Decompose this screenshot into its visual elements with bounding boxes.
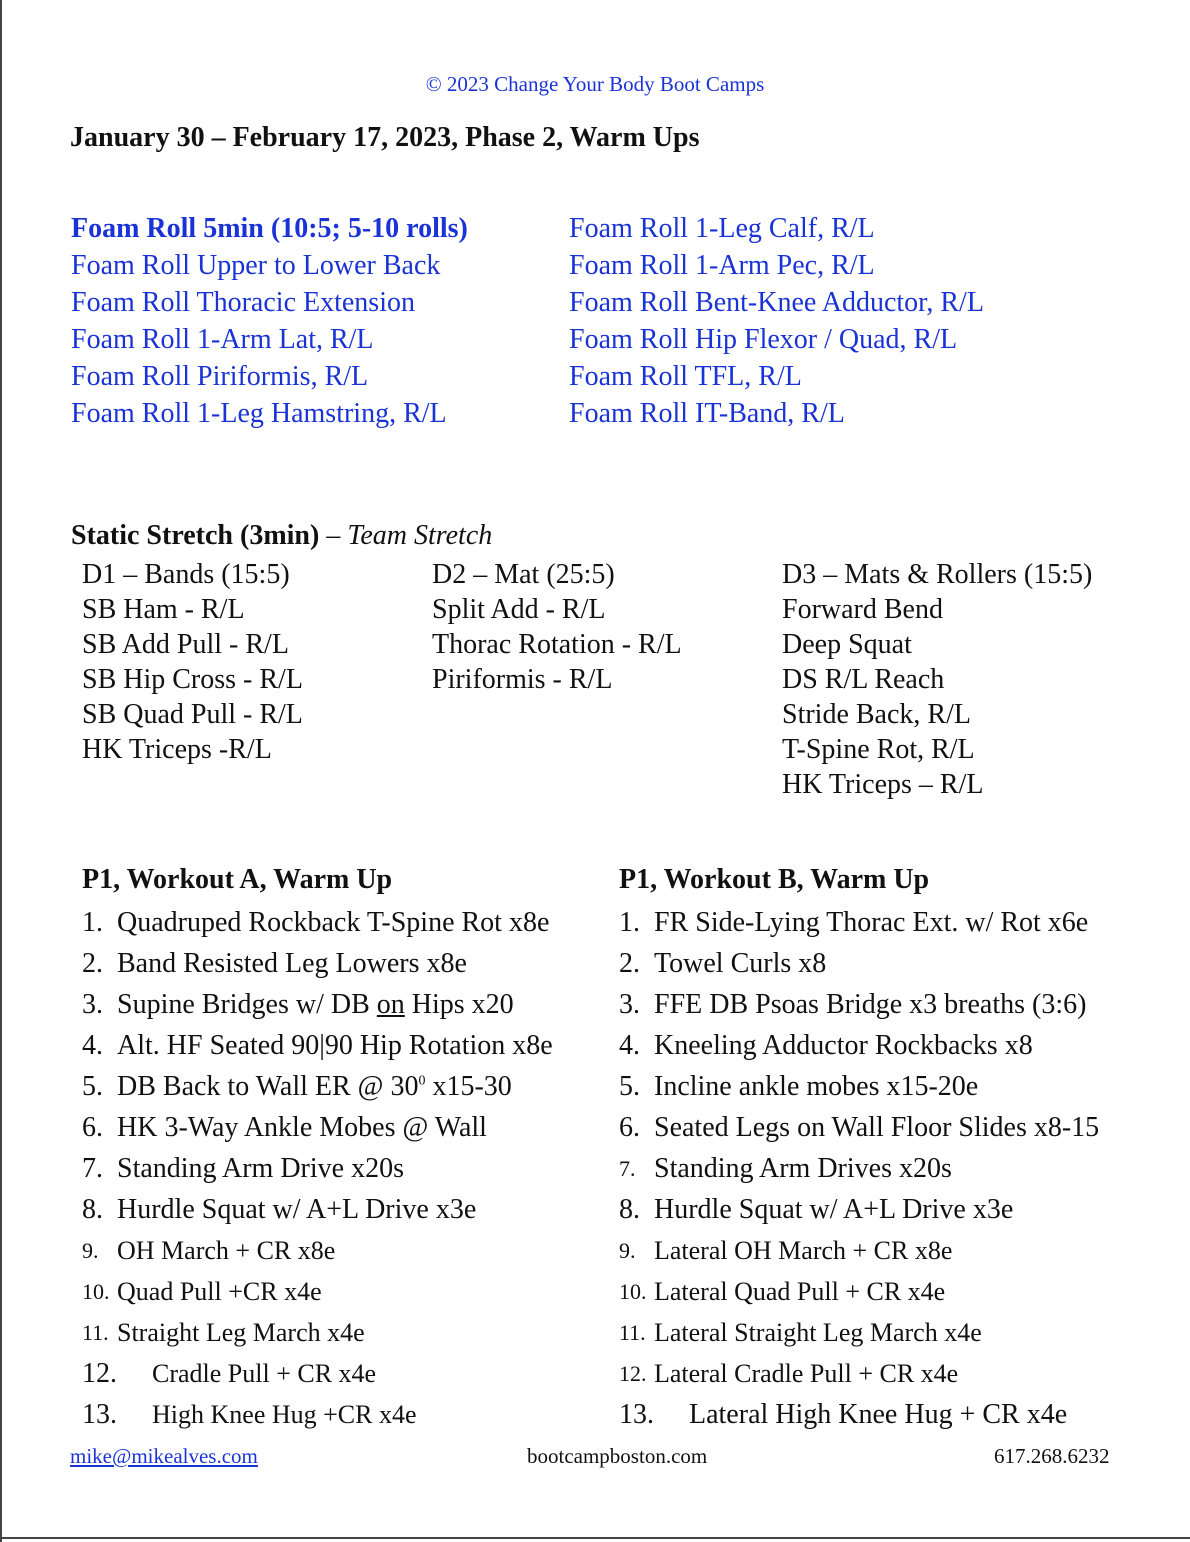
foam-roll-item: Foam Roll 1-Arm Lat, R/L	[71, 324, 374, 355]
item-number: 4.	[619, 1030, 640, 1061]
footer-phone: 617.268.6232	[994, 1444, 1110, 1468]
item-text: Hurdle Squat w/ A+L Drive x3e	[654, 1194, 1014, 1225]
item-number: 6.	[82, 1112, 103, 1143]
item-number: 5.	[82, 1071, 103, 1102]
item-number: 10.	[619, 1279, 647, 1304]
underlined-word: on	[376, 989, 405, 1020]
item-text: High Knee Hug +CR x4e	[152, 1400, 417, 1429]
item-number: 4.	[82, 1030, 103, 1061]
item-number: 5.	[619, 1071, 640, 1102]
item-text: Straight Leg March x4e	[117, 1318, 365, 1347]
item-number: 9.	[82, 1238, 99, 1263]
item-text: FFE DB Psoas Bridge x3 breaths (3:6)	[654, 989, 1087, 1020]
item-text: Seated Legs on Wall Floor Slides x8-15	[654, 1112, 1100, 1143]
stretch-item: SB Add Pull - R/L	[82, 629, 289, 660]
item-text-part: Supine Bridges w/ DB	[117, 989, 377, 1020]
item-text: Lateral Quad Pull + CR x4e	[654, 1277, 946, 1306]
item-text: Standing Arm Drive x20s	[117, 1153, 404, 1184]
item-text: OH March + CR x8e	[117, 1236, 336, 1265]
item-text: Lateral Straight Leg March x4e	[654, 1318, 982, 1347]
stretch-item: D2 – Mat (25:5)	[432, 559, 615, 590]
item-text: Incline ankle mobes x15-20e	[654, 1071, 979, 1102]
item-number: 13.	[619, 1399, 654, 1430]
foam-roll-item: Foam Roll Piriformis, R/L	[71, 361, 369, 392]
item-text: Standing Arm Drives x20s	[654, 1153, 952, 1184]
stretch-item: D3 – Mats & Rollers (15:5)	[782, 559, 1093, 590]
item-text: Quadruped Rockback T-Spine Rot x8e	[117, 907, 550, 938]
stretch-item: SB Quad Pull - R/L	[82, 699, 303, 730]
item-text: Lateral Cradle Pull + CR x4e	[654, 1359, 959, 1388]
item-text	[117, 1066, 512, 1107]
stretch-item: Split Add - R/L	[432, 594, 606, 625]
static-stretch-title: Static Stretch (3min)	[71, 520, 320, 551]
item-number: 1.	[619, 907, 640, 938]
item-text: Hurdle Squat w/ A+L Drive x3e	[117, 1194, 477, 1225]
item-number: 13.	[82, 1399, 117, 1430]
item-text	[117, 984, 514, 1025]
item-number: 2.	[619, 948, 640, 979]
item-text: FR Side-Lying Thorac Ext. w/ Rot x6e	[654, 907, 1089, 938]
page-border	[0, 0, 2, 1542]
workout-a-title: P1, Workout A, Warm Up	[82, 864, 393, 895]
item-number: 8.	[82, 1194, 103, 1225]
page-border	[0, 1537, 1190, 1539]
stretch-item: HK Triceps – R/L	[782, 769, 984, 800]
item-text-part: Hips x20	[404, 989, 514, 1020]
stretch-item: Forward Bend	[782, 594, 943, 625]
stretch-item: D1 – Bands (15:5)	[82, 559, 290, 590]
item-number: 1.	[82, 907, 103, 938]
static-stretch-subtitle: Team Stretch	[347, 520, 493, 551]
item-text: Towel Curls x8	[654, 948, 827, 979]
stretch-column-d1	[82, 557, 303, 767]
footer-website: bootcampboston.com	[527, 1444, 708, 1468]
stretch-item: T-Spine Rot, R/L	[782, 734, 975, 765]
item-number: 11.	[619, 1320, 646, 1345]
item-text: Lateral High Knee Hug + CR x4e	[689, 1399, 1068, 1430]
stretch-item: DS R/L Reach	[782, 664, 945, 695]
stretch-item: Thorac Rotation - R/L	[432, 629, 682, 660]
item-number: 3.	[619, 989, 640, 1020]
foam-roll-item: Foam Roll 5min (10:5; 5-10 rolls)	[71, 213, 468, 244]
foam-roll-item: Foam Roll Thoracic Extension	[71, 287, 415, 318]
foam-roll-item: Foam Roll IT-Band, R/L	[569, 398, 845, 429]
item-number: 11.	[82, 1320, 109, 1345]
stretch-item: Piriformis - R/L	[432, 664, 613, 695]
static-stretch-heading	[71, 520, 492, 552]
stretch-column-d2	[432, 557, 682, 697]
page-title: January 30 – February 17, 2023, Phase 2, Warm Ups	[70, 122, 700, 153]
stretch-item: Stride Back, R/L	[782, 699, 971, 730]
item-number: 10.	[82, 1279, 110, 1304]
item-number: 9.	[619, 1238, 636, 1263]
item-text-part: DB Back to Wall ER @ 30	[117, 1071, 419, 1102]
foam-roll-item: Foam Roll 1-Leg Calf, R/L	[569, 213, 875, 244]
item-text-part: x15-30	[425, 1071, 512, 1102]
item-text: Band Resisted Leg Lowers x8e	[117, 948, 467, 979]
item-text: Alt. HF Seated 90|90 Hip Rotation x8e	[117, 1030, 553, 1061]
foam-roll-left-column	[71, 210, 468, 432]
item-number: 6.	[619, 1112, 640, 1143]
workout-b-title: P1, Workout B, Warm Up	[619, 864, 930, 895]
footer-email-link[interactable]: mike@mikealves.com	[70, 1444, 258, 1468]
item-text: Quad Pull +CR x4e	[117, 1277, 322, 1306]
foam-roll-item: Foam Roll 1-Arm Pec, R/L	[569, 250, 875, 281]
item-text: Lateral OH March + CR x8e	[654, 1236, 953, 1265]
stretch-item: Deep Squat	[782, 629, 912, 660]
item-text: Kneeling Adductor Rockbacks x8	[654, 1030, 1033, 1061]
foam-roll-item: Foam Roll TFL, R/L	[569, 361, 802, 392]
item-text: Cradle Pull + CR x4e	[152, 1359, 377, 1388]
foam-roll-item: Foam Roll Bent-Knee Adductor, R/L	[569, 287, 984, 318]
item-number: 7.	[619, 1156, 636, 1181]
item-number: 8.	[619, 1194, 640, 1225]
copyright-line: © 2023 Change Your Body Boot Camps	[425, 72, 765, 96]
stretch-column-d3	[782, 557, 1092, 802]
item-text: HK 3-Way Ankle Mobes @ Wall	[117, 1112, 487, 1143]
foam-roll-item: Foam Roll 1-Leg Hamstring, R/L	[71, 398, 447, 429]
stretch-item: SB Ham - R/L	[82, 594, 245, 625]
foam-roll-item: Foam Roll Hip Flexor / Quad, R/L	[569, 324, 958, 355]
item-number: 12.	[619, 1361, 647, 1386]
item-number: 2.	[82, 948, 103, 979]
item-number: 7.	[82, 1153, 103, 1184]
foam-roll-right-column	[569, 210, 984, 432]
stretch-item: HK Triceps -R/L	[82, 734, 272, 765]
degree-superscript: 0	[418, 1073, 426, 1089]
foam-roll-item: Foam Roll Upper to Lower Back	[71, 250, 441, 281]
heading-dash: –	[319, 520, 348, 551]
item-number: 12.	[82, 1358, 117, 1389]
stretch-item: SB Hip Cross - R/L	[82, 664, 303, 695]
item-number: 3.	[82, 989, 103, 1020]
